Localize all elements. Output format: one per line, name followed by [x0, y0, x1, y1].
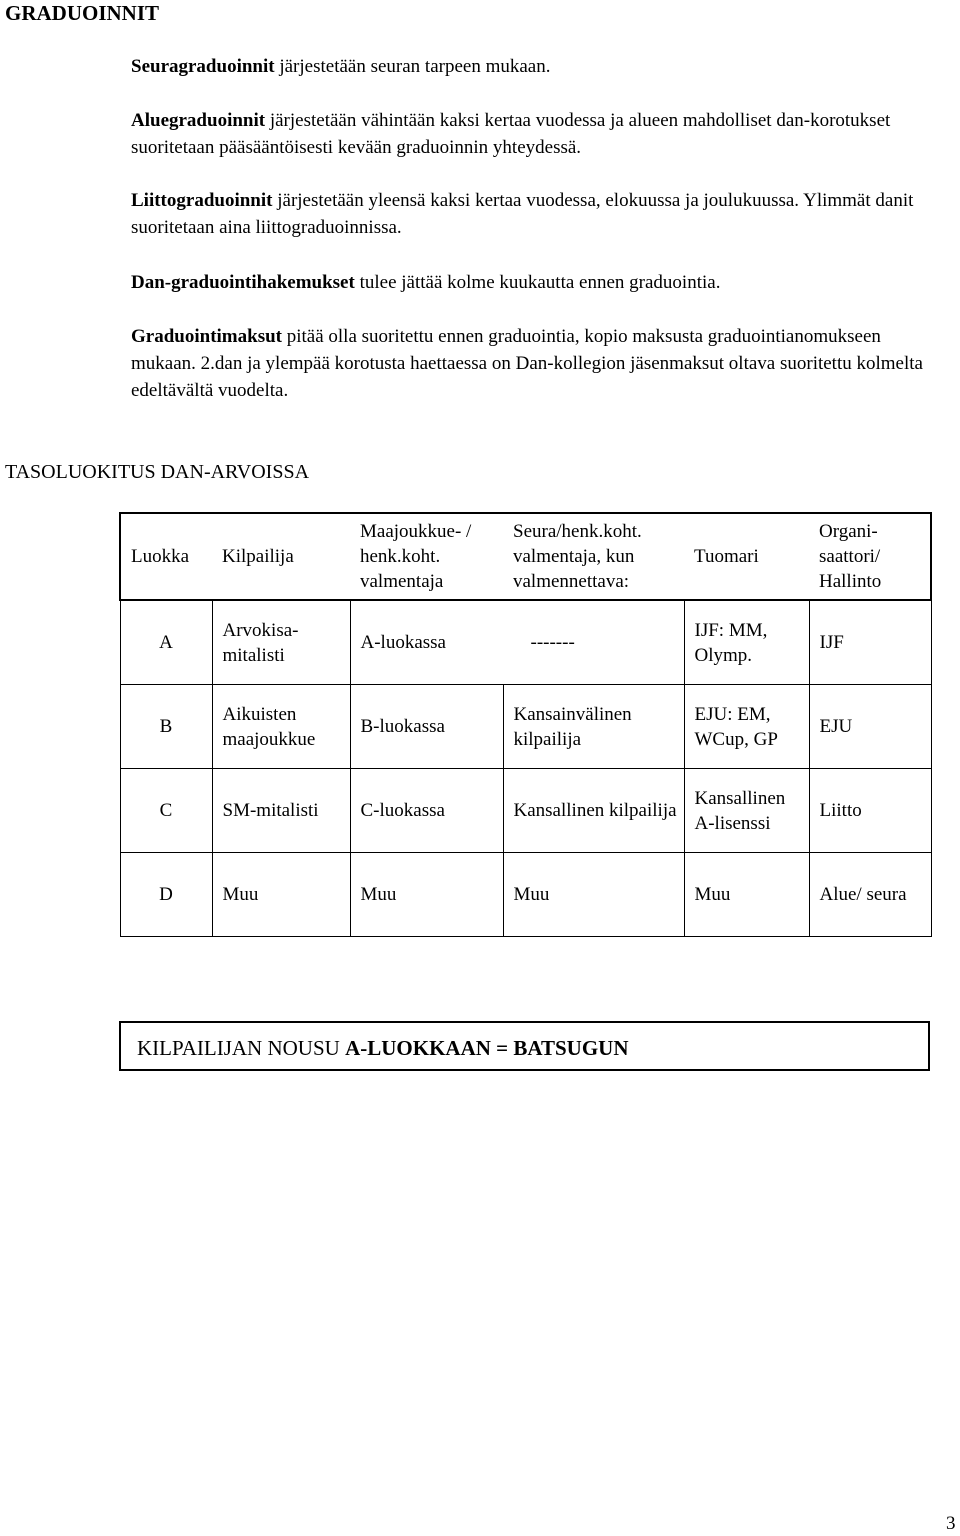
header-cell: Tuomari: [684, 513, 809, 600]
header-cell: Seura/henk.koht. valmentaja, kun valmennettava:: [503, 513, 684, 600]
table-cell: Kansainvälinen kilpailija: [503, 685, 684, 769]
table-row: [120, 853, 931, 937]
paragraph-term: Seuragraduoinnit: [131, 56, 275, 77]
table-cell: Aikuisten maajoukkue: [212, 685, 350, 769]
page-heading: GRADUOINNIT: [5, 1, 160, 25]
table-cell: SM-mitalisti: [212, 769, 350, 853]
merged-dashes: -------: [530, 632, 575, 653]
paragraph-dan-hakemukset: [131, 269, 931, 296]
header-cell: Maajoukkue- / henk.koht. valmentaja: [350, 513, 503, 600]
paragraph-text: järjestetään yleensä kaksi kertaa vuodessa, elokuussa ja joulukuussa. Ylimmät danit suoritetaan aina liittograduoinnissa.: [131, 190, 914, 238]
table-cell: Muu: [503, 853, 684, 937]
header-cell: Organi-saattori/ Hallinto: [809, 513, 931, 600]
table-cell: C-luokassa: [350, 769, 503, 853]
paragraph-text: pitää olla suoritettu ennen graduointia, kopio maksusta graduointianomukseen mukaan. 2.dan ja ylempää korotusta haettaessa on Dan-kollegion jäsenmaksut oltava suoritettu kolmelta edeltävältä vuodelta.: [131, 326, 923, 401]
table-cell: B: [120, 685, 212, 769]
paragraph-graduointimaksut: [131, 323, 931, 404]
paragraph-aluegraduoinnit: [131, 107, 931, 161]
paragraph-term: Dan-graduointihakemukset: [131, 272, 355, 293]
table-cell-merged: [350, 600, 684, 685]
table-cell: Muu: [350, 853, 503, 937]
batsugun-note-box: [119, 1021, 930, 1071]
header-cell: Kilpailija: [212, 513, 350, 600]
paragraph-term: Aluegraduoinnit: [131, 110, 266, 131]
table-cell: C: [120, 769, 212, 853]
paragraph-liittograduoinnit: [131, 187, 931, 241]
table-row: [120, 600, 931, 685]
paragraph-seuragraduoinnit: [131, 53, 931, 80]
header-cell: Luokka: [120, 513, 212, 600]
paragraph-term: Liittograduoinnit: [131, 190, 273, 211]
table-cell: Alue/ seura: [809, 853, 931, 937]
table-cell: Muu: [684, 853, 809, 937]
table-cell: EJU: [809, 685, 931, 769]
table-cell: Kansallinen A-lisenssi: [684, 769, 809, 853]
table-cell: D: [120, 853, 212, 937]
table-cell: B-luokassa: [350, 685, 503, 769]
paragraph-text: järjestetään seuran tarpeen mukaan.: [274, 56, 551, 77]
note-text: KILPAILIJAN NOUSU: [137, 1036, 346, 1060]
table-header-row: [120, 513, 931, 600]
table-cell: IJF: [809, 600, 931, 685]
table-cell: EJU: EM, WCup, GP: [684, 685, 809, 769]
merged-text: A-luokassa: [360, 632, 446, 653]
section-title: TASOLUOKITUS DAN-ARVOISSA: [5, 461, 310, 483]
table-cell: A: [120, 600, 212, 685]
table-row: [120, 685, 931, 769]
paragraph-term: Graduointimaksut: [131, 326, 282, 347]
page-number: 3: [946, 1513, 956, 1534]
note-bold-text: A-LUOKKAAN = BATSUGUN: [345, 1036, 629, 1060]
table-cell: Kansallinen kilpailija: [503, 769, 684, 853]
table-cell: Liitto: [809, 769, 931, 853]
paragraph-text: järjestetään vähintään kaksi kertaa vuodessa ja alueen mahdolliset dan-korotukset suoritetaan pääsääntöisesti kevään graduoinnin yhteydessä.: [131, 110, 891, 158]
table-row: [120, 769, 931, 853]
table-cell: Arvokisa-mitalisti: [212, 600, 350, 685]
table-cell: IJF: MM, Olymp.: [684, 600, 809, 685]
classification-table: [119, 512, 932, 937]
table-cell: Muu: [212, 853, 350, 937]
paragraph-text: tulee jättää kolme kuukautta ennen graduointia.: [354, 272, 721, 293]
